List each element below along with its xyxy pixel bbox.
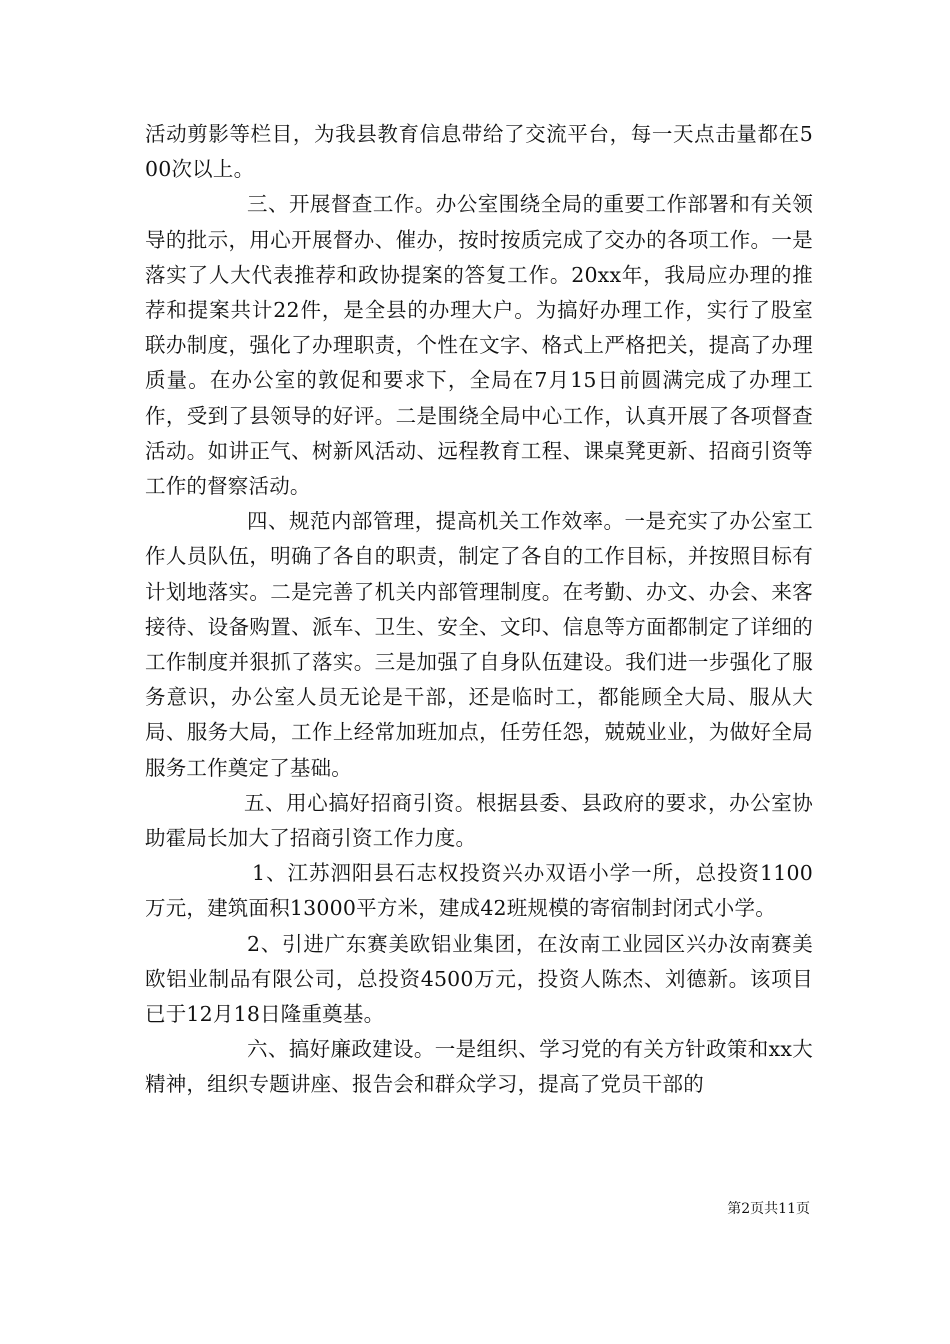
paragraph-item-1: 1、江苏泗阳县石志权投资兴办双语小学一所，总投资1100万元，建筑面积13000平方米，建成42班规模的寄宿制封闭式小学。: [145, 861, 813, 921]
paragraph-section-4: 四、规范内部管理，提高机关工作效率。一是充实了办公室工作人员队伍，明确了各自的职责，制定了各自的工作目标，并按照目标有计划地落实。二是完善了机关内部管理制度。在考勤、办文、办会、来客接待、设备购置、派车、卫生、安全、文印、信息等方面都制定了详细的工作制度并狠抓了落实。三是加强了自身队伍建设。我们进一步强化了服务意识，办公室人员无论是干部，还是临时工，都能顾全大局、服从大局、服务大局，工作上经常加班加点，任劳任怨，兢兢业业，为做好全局服务工作奠定了基础。: [145, 509, 813, 780]
paragraph-section-5: 五、用心搞好招商引资。根据县委、县政府的要求，办公室协助霍局长加大了招商引资工作力度。: [145, 790, 813, 851]
paragraph-continuation: 活动剪影等栏目，为我县教育信息带给了交流平台，每一天点击量都在500次以上。: [145, 122, 813, 182]
paragraph-section-6: 六、搞好廉政建设。一是组织、学习党的有关方针政策和xx大精神，组织专题讲座、报告会和群众学习，提高了党员干部的: [145, 1037, 813, 1097]
page-number: 第2页共11页: [727, 1201, 810, 1217]
document-body: [145, 117, 813, 1103]
paragraph-item-2: 2、引进广东赛美欧铝业集团，在汝南工业园区兴办汝南赛美欧铝业制品有限公司，总投资4500万元，投资人陈杰、刘德新。该项目已于12月18日隆重奠基。: [145, 931, 813, 1027]
paragraph-section-3: 三、开展督查工作。办公室围绕全局的重要工作部署和有关领导的批示，用心开展督办、催办，按时按质完成了交办的各项工作。一是落实了人大代表推荐和政协提案的答复工作。20xx年，我局应办理的推荐和提案共计22件，是全县的办理大户。为搞好办理工作，实行了股室联办制度，强化了办理职责，个性在文字、格式上严格把关，提高了办理质量。在办公室的敦促和要求下，全局在7月15日前圆满完成了办理工作，受到了县领导的好评。二是围绕全局中心工作，认真开展了各项督查活动。如讲正气、树新风活动、远程教育工程、课桌凳更新、招商引资等工作的督察活动。: [145, 192, 813, 499]
